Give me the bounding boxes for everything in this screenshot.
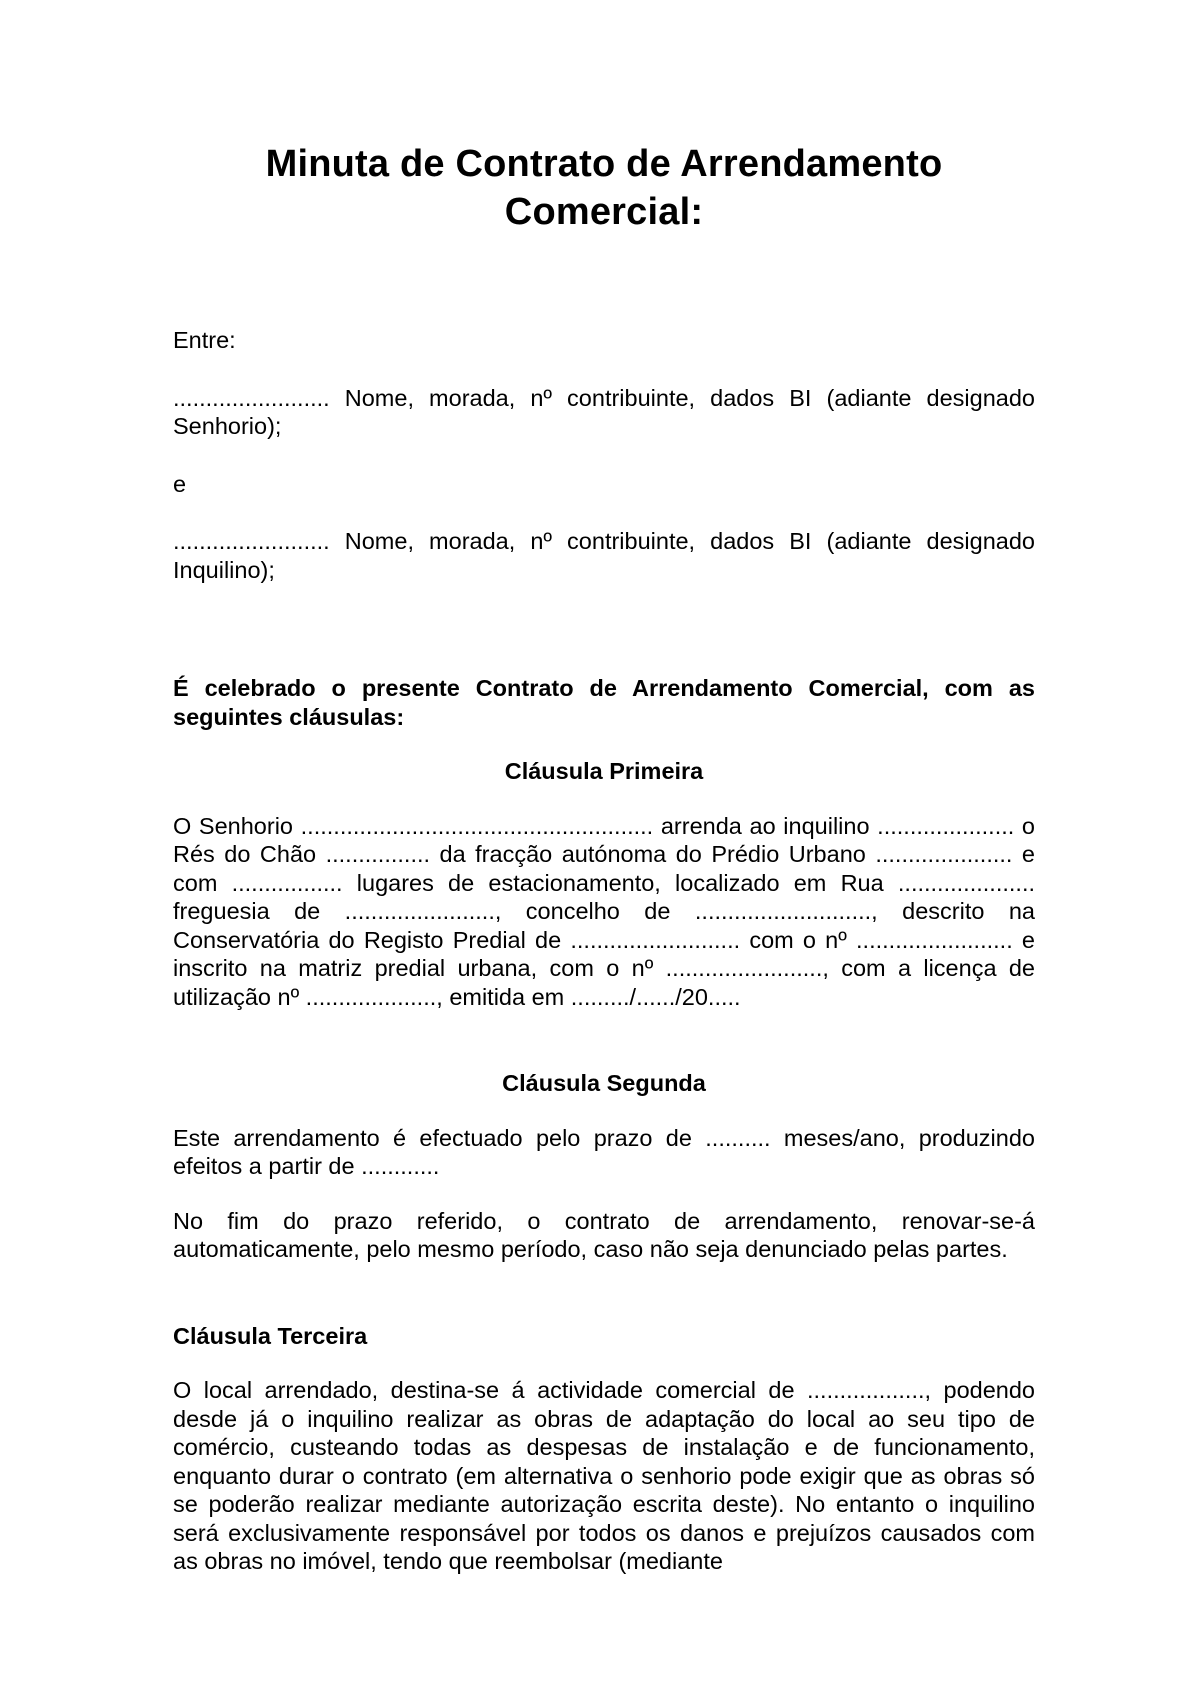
document-title: Minuta de Contrato de Arrendamento Comercial: <box>265 143 943 233</box>
contract-intro: É celebrado o presente Contrato de Arrendamento Comercial, com as seguintes cláusulas: <box>173 675 1035 730</box>
party-inquilino: ........................ Nome, morada, nº contribuinte, dados BI (adiante designado Inquilino); <box>173 528 1035 583</box>
conjunction: e <box>173 470 187 497</box>
clause-2-text-1: Este arrendamento é efectuado pelo prazo de .......... meses/ano, produzindo efeitos a partir de ............ <box>173 1124 1035 1179</box>
entre-label: Entre: <box>173 327 236 353</box>
party-senhorio: ........................ Nome, morada, nº contribuinte, dados BI (adiante designado Senhorio); <box>173 384 1035 439</box>
clause-2-heading: Cláusula Segunda <box>502 1070 706 1096</box>
clause-2-text-2: No fim do prazo referido, o contrato de arrendamento, renovar-se-á automaticamente, pelo mesmo período, caso não seja denunciado pelas partes. <box>173 1207 1035 1262</box>
document-page <box>173 140 1035 1576</box>
clause-1-text: O Senhorio ...................................................... arrenda ao inquilino ..................... o Rés do Chão ................ da fracção autónoma do Prédio Urbano ..................... e com ................. lugares de estacionamento, localizado em Rua ..................... freguesia de ......................., concelho de ..........................., descrito na Conservatória do Registo Predial de .......................... com o nº ........................ e inscrito na matriz predial urbana, com o nº ........................, com a licença de utilização nº ...................., emitida em ........./....../20..... <box>173 812 1035 1010</box>
clause-1-heading: Cláusula Primeira <box>504 758 704 784</box>
clause-3-heading: Cláusula Terceira <box>173 1322 368 1349</box>
clause-3-text: O local arrendado, destina-se á actividade comercial de .................., podendo desde já o inquilino realizar as obras de adaptação do local ao seu tipo de comércio, custeando todas as despesas de instalação e de funcionamento, enquanto durar o contrato (em alternativa o senhorio pode exigir que as obras só se poderão realizar mediante autorização escrita deste). No entanto o inquilino será exclusivamente responsável por todos os danos e prejuízos causados com as obras no imóvel, tendo que reembolsar (mediante <box>173 1377 1035 1574</box>
